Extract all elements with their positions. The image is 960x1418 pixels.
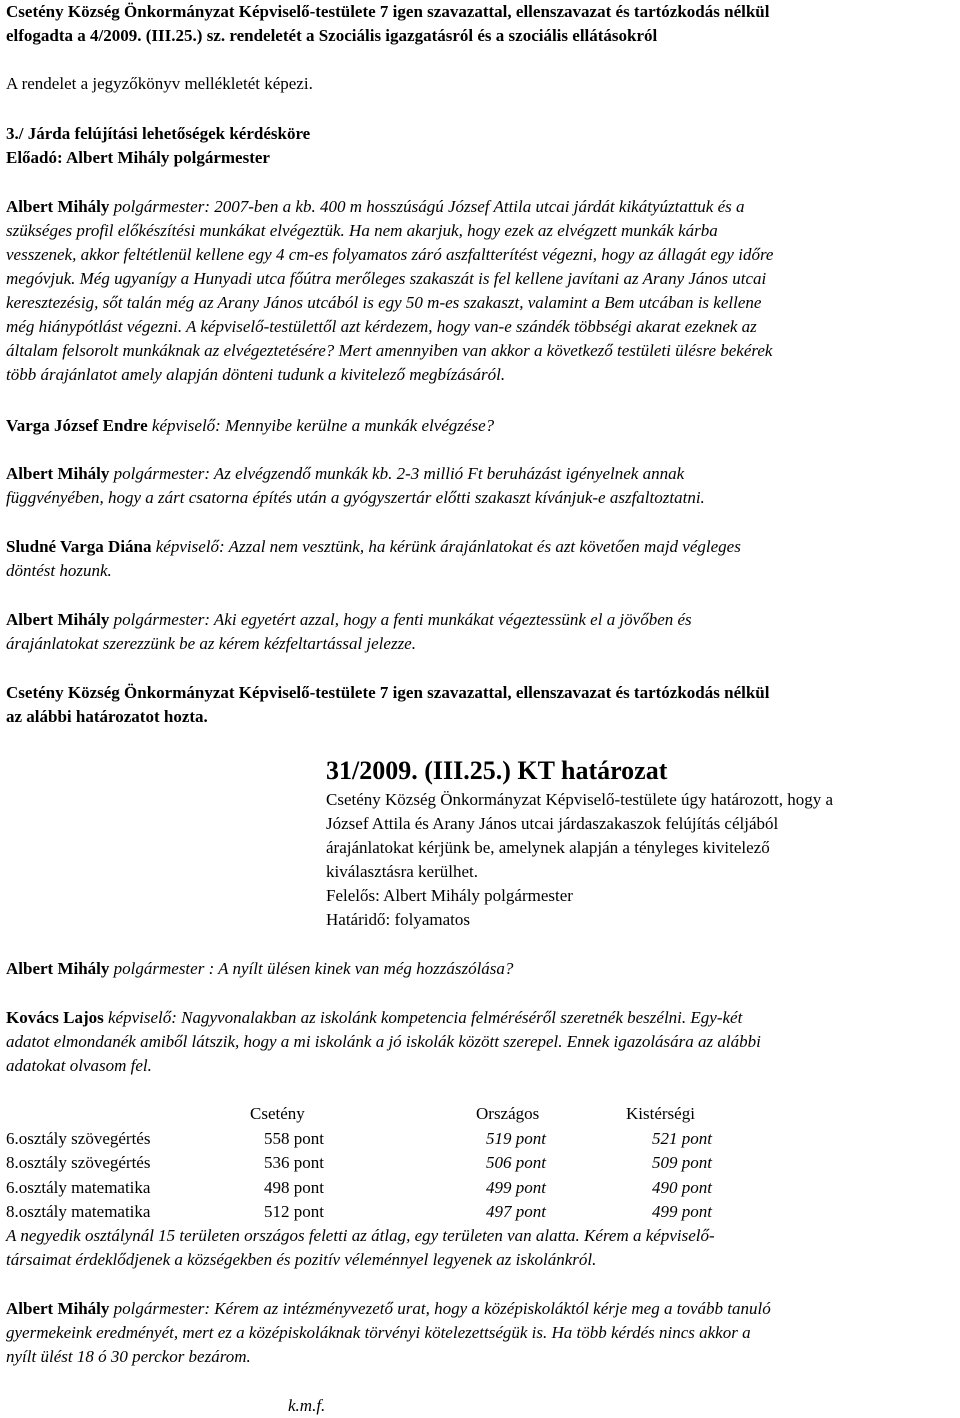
text-line: megóvjuk. Még ugyanígy a Hunyadi utca főútra merőleges szakaszát is fel kellene javítani az Arany János utcai bbox=[6, 269, 767, 288]
text-line: adatot elmondanék amiből látszik, hogy a mi iskolánk a jó iskolák között szerepel. Ennek igazolására az alábbi bbox=[6, 1032, 761, 1051]
text-line: polgármester: Kérem az intézményvezető urat, hogy a középiskoláktól kérje meg a tovább tanuló bbox=[109, 1299, 771, 1318]
speech-paragraph bbox=[6, 1006, 956, 1078]
speaker-name: Albert Mihály bbox=[6, 1299, 110, 1318]
scores-table bbox=[6, 1102, 746, 1225]
table-cell: 506 pont bbox=[486, 1153, 546, 1173]
table-header-cell: Kistérségi bbox=[626, 1104, 695, 1124]
text-line: több árajánlatot amely alapján dönteni tudunk a kivitelező megbízásáról. bbox=[6, 365, 506, 384]
text-line: polgármester : A nyílt ülésen kinek van még hozzászólása? bbox=[109, 959, 514, 978]
resolution-line: kiválasztásra kerülhet. bbox=[326, 862, 478, 881]
speech-paragraph bbox=[6, 414, 956, 438]
text-line: keresztezésig, sőt talán még az Arany János utcából is egy 50 m-es szakaszt, valamint a Bem utcában is kellene bbox=[6, 293, 762, 312]
table-cell: 499 pont bbox=[486, 1177, 546, 1197]
text-line: A negyedik osztálynál 15 területen országos feletti az átlag, egy területen van alatta. Kérem a képviselő- bbox=[6, 1226, 715, 1245]
text-line: árajánlatokat szerezzünk be az kérem kézfeltartással jelezze. bbox=[6, 634, 416, 653]
table-cell: 499 pont bbox=[652, 1202, 712, 1222]
text-line: adatokat olvasom fel. bbox=[6, 1056, 152, 1075]
table-cell: 558 pont bbox=[264, 1128, 324, 1148]
resolution-line: Csetény Község Önkormányzat Képviselő-testülete úgy határozott, hogy a bbox=[326, 790, 834, 809]
text-line: függvényében, hogy a zárt csatorna építés után a gyógyszertár előtti szakaszt kívánjuk-e aszfaltoztatni. bbox=[6, 488, 705, 507]
speech-paragraph bbox=[6, 195, 956, 387]
text-line: polgármester: Aki egyetért azzal, hogy a fenti munkákat végeztessünk el a jövőben és bbox=[109, 610, 692, 629]
table-row bbox=[6, 1127, 746, 1152]
speaker-name: Sludné Varga Diána bbox=[6, 537, 152, 556]
text-line: elfogadta a 4/2009. (III.25.) sz. rendeletét a Szociális igazgatásról és a szociális ellátásokról bbox=[6, 26, 658, 45]
table-cell: 536 pont bbox=[264, 1153, 324, 1173]
resolution-title: 31/2009. (III.25.) KT határozat bbox=[326, 756, 668, 785]
table-row bbox=[6, 1176, 746, 1201]
speaker-name: Albert Mihály bbox=[6, 464, 110, 483]
text-line: még hiánypótlást végezni. A képviselő-testülettől azt kérdezem, hogy van-e szándék többségi akarat ezeknek az bbox=[6, 317, 757, 336]
speaker-name: Albert Mihály bbox=[6, 959, 110, 978]
adoption-statement bbox=[6, 0, 956, 48]
speech-paragraph bbox=[6, 1297, 956, 1369]
text-line: döntést hozunk. bbox=[6, 561, 112, 580]
resolution-deadline: Határidő: folyamatos bbox=[326, 910, 470, 929]
table-row bbox=[6, 1151, 746, 1176]
speaker-name: Albert Mihály bbox=[6, 197, 110, 216]
table-cell: 512 pont bbox=[264, 1202, 324, 1222]
table-cell: 498 pont bbox=[264, 1177, 324, 1197]
speech-paragraph bbox=[6, 462, 956, 510]
speech-paragraph bbox=[6, 608, 956, 656]
text-line: általam felsorolt munkáknak az elvégeztetésére? Mert amennyiben van akkor a következő testületi ülésre bekérek bbox=[6, 341, 773, 360]
text-line: Csetény Község Önkormányzat Képviselő-testülete 7 igen szavazattal, ellenszavazat és tartózkodás nélkül bbox=[6, 683, 770, 702]
speaker-name: Kovács Lajos bbox=[6, 1008, 104, 1027]
vote-statement bbox=[6, 681, 956, 729]
text-line: Csetény Község Önkormányzat Képviselő-testülete 7 igen szavazattal, ellenszavazat és tartózkodás nélkül bbox=[6, 2, 770, 21]
table-cell: 519 pont bbox=[486, 1128, 546, 1148]
text-line: társaimat érdeklődjenek a községekben és pozitív véleménnyel legyenek az iskolánkról. bbox=[6, 1250, 597, 1269]
speech-paragraph bbox=[6, 535, 956, 583]
table-cell: 6.osztály szövegértés bbox=[6, 1128, 151, 1148]
table-header-cell: Országos bbox=[476, 1104, 540, 1124]
table-header-cell bbox=[6, 1102, 250, 1127]
resolution-line: árajánlatokat kérjünk be, amelynek alapján a tényleges kivitelező bbox=[326, 838, 770, 857]
table-cell: 8.osztály matematika bbox=[6, 1202, 151, 1222]
text-line: szükséges profil előkészítési munkákat elvégeztük. Ha nem akarjuk, hogy ezek az elvégzett munkák kárba bbox=[6, 221, 718, 240]
text-line: polgármester: Az elvégzendő munkák kb. 2-3 millió Ft beruházást igényelnek annak bbox=[109, 464, 685, 483]
agenda-item bbox=[6, 122, 956, 170]
annex-note: A rendelet a jegyzőkönyv mellékletét képezi. bbox=[6, 74, 313, 93]
paragraph bbox=[6, 1224, 956, 1272]
table-cell: 490 pont bbox=[652, 1177, 712, 1197]
table-row bbox=[6, 1200, 746, 1225]
table-cell: 509 pont bbox=[652, 1153, 712, 1173]
resolution-responsible: Felelős: Albert Mihály polgármester bbox=[326, 886, 573, 905]
table-cell: 521 pont bbox=[652, 1128, 712, 1148]
text-line: képviselő: Nagyvonalakban az iskolánk kompetencia felméréséről szeretnék beszélni. Egy-két bbox=[103, 1008, 743, 1027]
text-line: gyermekeink eredményét, mert ez a középiskoláknak törvényi kötelezettségük is. Ha több kérdés nincs akkor a bbox=[6, 1323, 751, 1342]
agenda-presenter: Előadó: Albert Mihály polgármester bbox=[6, 148, 270, 167]
table-cell: 6.osztály matematika bbox=[6, 1177, 151, 1197]
text-line: képviselő: Azzal nem vesztünk, ha kérünk árajánlatokat és azt követően majd végleges bbox=[151, 537, 741, 556]
resolution-block bbox=[326, 754, 946, 932]
speech-paragraph bbox=[6, 957, 956, 981]
speaker-name: Albert Mihály bbox=[6, 610, 110, 629]
text-line: nyílt ülést 18 ó 30 perckor bezárom. bbox=[6, 1347, 251, 1366]
table-header-cell: Csetény bbox=[250, 1104, 305, 1124]
table-cell: 497 pont bbox=[486, 1202, 546, 1222]
text-line: polgármester: 2007-ben a kb. 400 m hosszúságú József Attila utcai járdát kikátyúztattuk és a bbox=[109, 197, 745, 216]
agenda-title: 3./ Járda felújítási lehetőségek kérdésköre bbox=[6, 124, 311, 143]
table-cell: 8.osztály szövegértés bbox=[6, 1153, 151, 1173]
text-line: az alábbi határozatot hozta. bbox=[6, 707, 208, 726]
resolution-line: József Attila és Arany János utcai járdaszakaszok felújítás céljából bbox=[326, 814, 779, 833]
text-line: képviselő: Mennyibe kerülne a munkák elvégzése? bbox=[147, 416, 495, 435]
text-line: vesszenek, akkor feltétlenül kellene egy 4 cm-es folyamatos záró aszfaltterítést végezni, hogy az állagát egy időre bbox=[6, 245, 774, 264]
table-header-row bbox=[6, 1102, 746, 1127]
signature: k.m.f. bbox=[288, 1396, 326, 1415]
speaker-name: Varga József Endre bbox=[6, 416, 148, 435]
